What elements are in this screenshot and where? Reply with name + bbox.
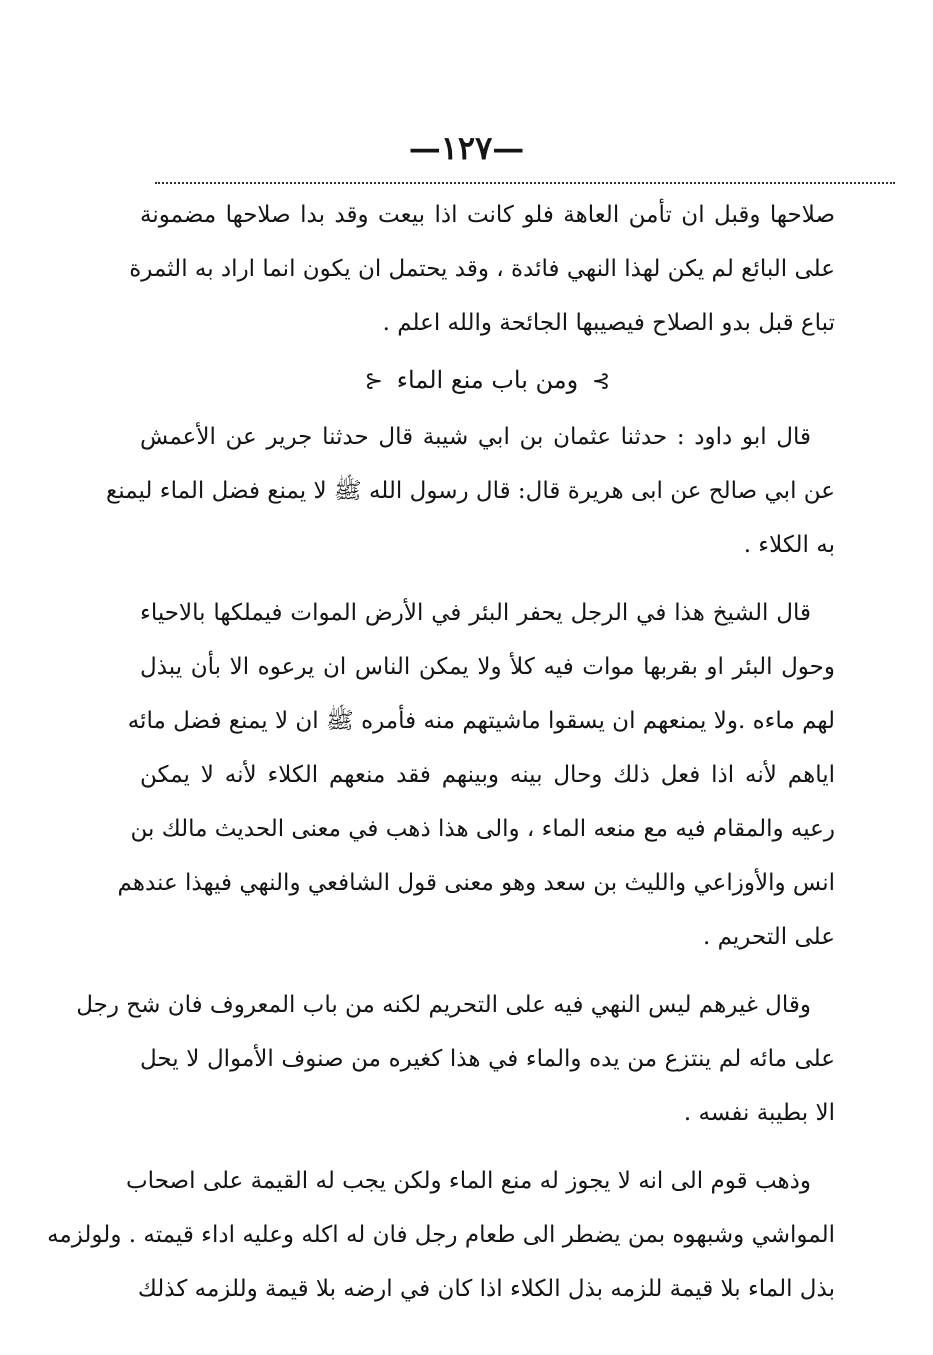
text-line: وذهب قوم الى انه لا يجوز له منع الماء ولكن يجب له القيمة على اصحاب — [126, 1168, 811, 1194]
text-line: قال ابو داود : حدثنا عثمان بن ابي شيبة قال حدثنا جرير عن الأعمش — [140, 424, 811, 450]
paragraph-3 — [117, 586, 835, 964]
text-line: وحول البئر او بقربها موات فيه كلأ ولا يمكن الناس ان يرعوه الا بأن يبذل — [140, 654, 835, 680]
section-title — [140, 350, 835, 410]
ornament-right-icon: ⊱ — [591, 369, 611, 394]
text-line: على التحريم . — [702, 924, 835, 950]
text-line: لهم ماءه .ولا يمنعهم ان يسقوا ماشيتهم منه فأمره ﷺ ان لا يمنع فضل مائه — [127, 708, 835, 734]
text-column — [47, 188, 835, 1316]
page-number: —١٢٧— — [408, 129, 525, 167]
text-line: انس والأوزاعي والليث بن سعد وهو معنى قول الشافعي والنهي فيهذا عندهم — [117, 870, 835, 896]
text-line: على مائه لم ينتزع من يده والماء في هذا كغيره من صنوف الأموال لا يحل — [140, 1046, 835, 1072]
text-line: به الكلاء . — [743, 532, 835, 558]
text-line: المواشي وشبهوه بمن يضطر الى طعام رجل فان له اكله وعليه اداء قيمته . ولولزمه — [47, 1222, 835, 1248]
text-line: الا بطيبة نفسه . — [683, 1100, 835, 1126]
section-title-text: ومن باب منع الماء — [396, 366, 579, 394]
text-line: اياهم لأنه اذا فعل ذلك وحال بينه وبينهم فقد منعهم الكلاء لأنه لا يمكن — [140, 762, 835, 788]
text-line: بذل الماء بلا قيمة للزمه بذل الكلاء اذا كان في ارضه بلا قيمة وللزمه كذلك — [137, 1276, 835, 1302]
text-line: رعيه والمقام فيه مع منعه الماء ، والى هذا ذهب في معنى الحديث مالك بن — [130, 816, 835, 842]
text-line: عن ابي صالح عن ابى هريرة قال: قال رسول الله ﷺ لا يمنع فضل الماء ليمنع — [106, 478, 835, 504]
text-line: صلاحها وقبل ان تأمن العاهة فلو كانت اذا بيعت وقد بدا صلاحها مضمونة — [140, 202, 835, 228]
text-line: قال الشيخ هذا في الرجل يحفر البئر في الأرض الموات فيملكها بالاحياء — [140, 600, 811, 626]
text-line: وقال غيرهم ليس النهي فيه على التحريم لكنه من باب المعروف فان شح رجل — [76, 992, 811, 1018]
paragraph-2 — [106, 410, 835, 572]
text-line: تباع قبل بدو الصلاح فيصيبها الجائحة والله اعلم . — [382, 310, 835, 336]
paragraph-5 — [47, 1154, 835, 1316]
text-line: على البائع لم يكن لهذا النهي فائدة ، وقد يحتمل ان يكون انما اراد به الثمرة — [129, 256, 835, 282]
paragraph-4 — [76, 978, 835, 1140]
header-dotted-rule — [155, 182, 895, 184]
ornament-left-icon: ⊰ — [364, 369, 384, 394]
paragraph-1 — [129, 188, 835, 350]
